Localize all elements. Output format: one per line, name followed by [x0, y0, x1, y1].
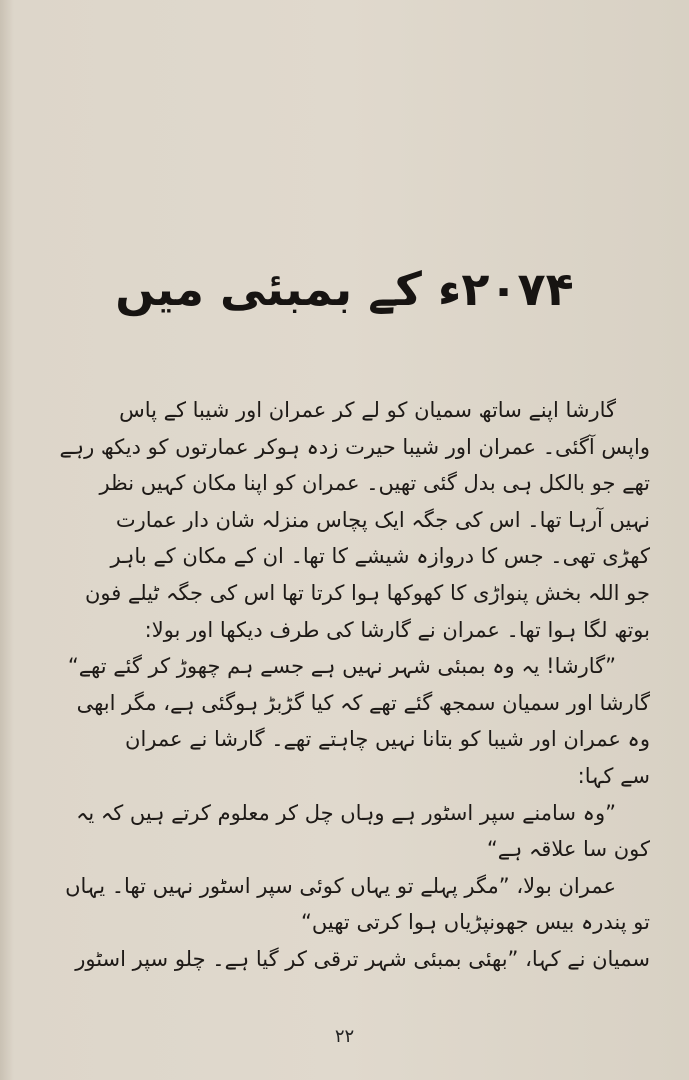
text-line: ”گارشا! یہ وہ بمبئی شہر نہیں ہے جسے ہم چھوڑ کر گئے تھے“ — [67, 654, 616, 679]
text-line: نہیں آرہا تھا۔ اس کی جگہ ایک پچاس منزلہ شان دار عمارت — [115, 507, 650, 532]
text-line: جو اللہ بخش پنواڑی کا کھوکھا ہوا کرتا تھا اس کی جگہ ٹیلے فون — [84, 580, 650, 605]
body-text — [42, 392, 650, 978]
text-line: سمیان نے کہا، ”بھئی بمبئی شہر ترقی کر گیا ہے۔ چلو سپر اسٹور — [75, 946, 650, 971]
text-line: وہ عمران اور شیبا کو بتانا نہیں چاہتے تھے۔ گارشا نے عمران — [125, 727, 650, 752]
text-line: کون سا علاقہ ہے“ — [486, 837, 650, 862]
text-line: گارشا اور سمیان سمجھ گئے تھے کہ کیا گڑبڑ ہوگئی ہے، مگر ابھی — [76, 690, 650, 715]
text-line: کھڑی تھی۔ جس کا دروازہ شیشے کا تھا۔ ان کے مکان کے باہر — [110, 544, 650, 569]
text-line: واپس آگئی۔ عمران اور شیبا حیرت زدہ ہوکر عمارتوں کو دیکھ رہے — [59, 434, 650, 459]
text-line: ”وہ سامنے سپر اسٹور ہے وہاں چل کر معلوم کرتے ہیں کہ یہ — [76, 800, 616, 825]
page-number: ۲۲ — [334, 1026, 355, 1047]
text-line: گارشا اپنے ساتھ سمیان کو لے کر عمران اور شیبا کے پاس — [119, 398, 616, 422]
text-line: سے کہا: — [577, 763, 650, 788]
text-line: بوتھ لگا ہوا تھا۔ عمران نے گارشا کی طرف دیکھا اور بولا: — [144, 617, 650, 642]
text-line: تھے جو بالکل ہی بدل گئی تھیں۔ عمران کو اپنا مکان کہیں نظر — [99, 471, 650, 496]
text-line: تو پندرہ بیس جھونپڑیاں ہوا کرتی تھیں“ — [301, 910, 650, 935]
text-line: عمران بولا، ”مگر پہلے تو یہاں کوئی سپر اسٹور نہیں تھا۔ یہاں — [65, 873, 616, 898]
chapter-title: ۲۰۷۴ء کے بمبئی میں — [115, 262, 574, 316]
